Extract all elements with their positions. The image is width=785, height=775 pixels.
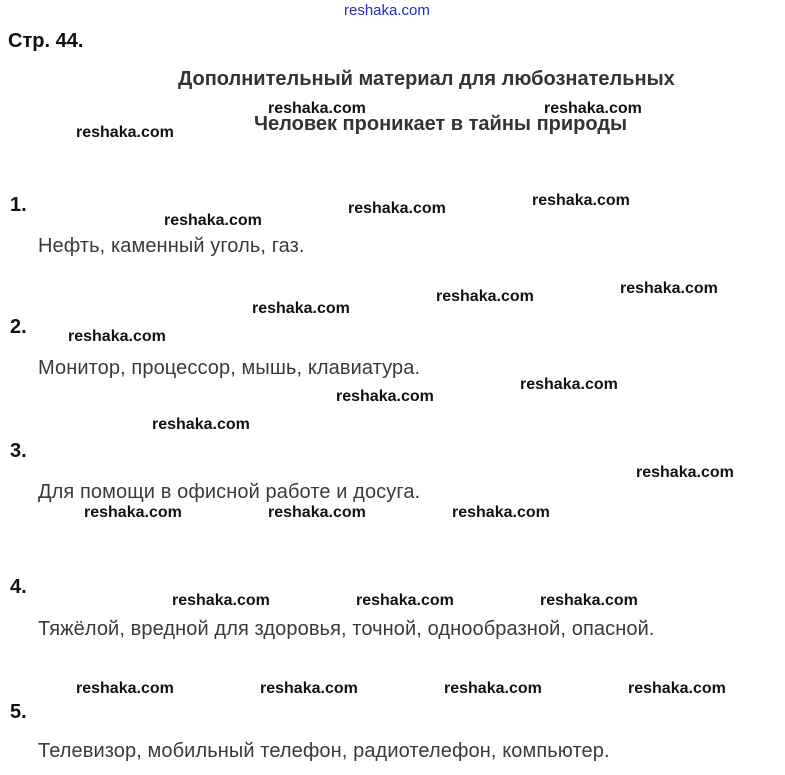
watermark: reshaka.com <box>84 504 182 521</box>
watermark: reshaka.com <box>348 200 446 217</box>
answer-number-2: 2. <box>10 316 27 338</box>
watermark: reshaka.com <box>336 388 434 405</box>
watermark: reshaka.com <box>76 124 174 141</box>
watermark: reshaka.com <box>356 592 454 609</box>
watermark: reshaka.com <box>172 592 270 609</box>
answer-number-4: 4. <box>10 576 27 598</box>
watermark: reshaka.com <box>68 328 166 345</box>
answer-text-4: Тяжёлой, вредной для здоровья, точной, однообразной, опасной. <box>38 618 655 640</box>
watermark: reshaka.com <box>628 680 726 697</box>
watermark: reshaka.com <box>164 212 262 229</box>
section-title: Дополнительный материал для любознательных <box>178 68 675 90</box>
answer-text-1: Нефть, каменный уголь, газ. <box>38 235 305 257</box>
answer-text-3: Для помощи в офисной работе и досуга. <box>38 481 421 503</box>
watermark: reshaka.com <box>540 592 638 609</box>
site-link[interactable]: reshaka.com <box>344 2 430 19</box>
answer-number-5: 5. <box>10 701 27 723</box>
answer-number-3: 3. <box>10 440 27 462</box>
watermark: reshaka.com <box>532 192 630 209</box>
watermark: reshaka.com <box>520 376 618 393</box>
answer-number-1: 1. <box>10 194 27 216</box>
watermark: reshaka.com <box>636 464 734 481</box>
watermark: reshaka.com <box>260 680 358 697</box>
answer-text-2: Монитор, процессор, мышь, клавиатура. <box>38 357 421 379</box>
watermark: reshaka.com <box>76 680 174 697</box>
answer-text-5: Телевизор, мобильный телефон, радиотелефон, компьютер. <box>38 740 610 762</box>
watermark: reshaka.com <box>268 504 366 521</box>
watermark: reshaka.com <box>268 100 366 117</box>
watermark: reshaka.com <box>544 100 642 117</box>
page-reference: Стр. 44. <box>8 30 84 52</box>
watermark: reshaka.com <box>452 504 550 521</box>
watermark: reshaka.com <box>444 680 542 697</box>
watermark: reshaka.com <box>436 288 534 305</box>
watermark: reshaka.com <box>620 280 718 297</box>
section-subtitle: Человек проникает в тайны природы <box>254 113 628 135</box>
watermark: reshaka.com <box>152 416 250 433</box>
watermark: reshaka.com <box>252 300 350 317</box>
